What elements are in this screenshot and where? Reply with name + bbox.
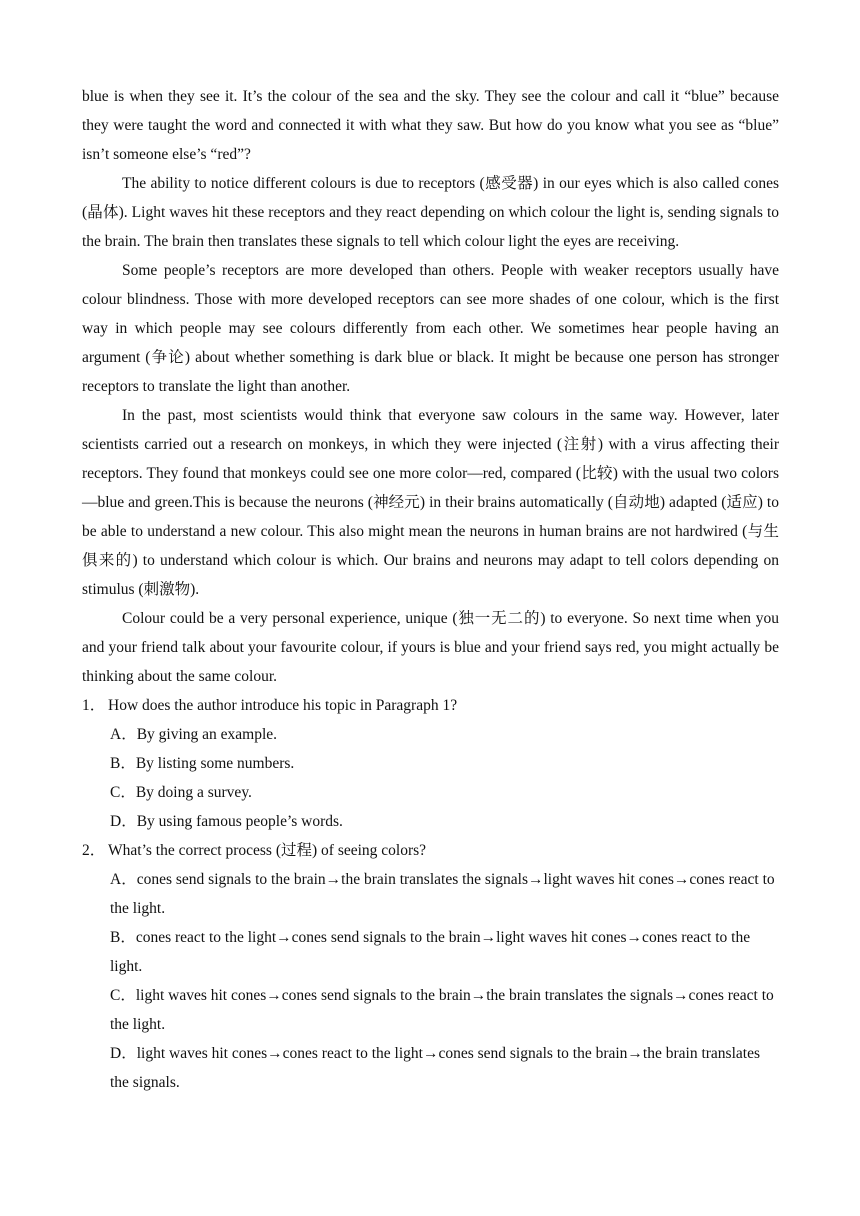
option-letter: C． (110, 784, 136, 801)
question-text: What’s the correct process (过程) of seeing colors? (108, 842, 427, 859)
option-letter: B． (110, 755, 136, 772)
option-a (82, 865, 779, 923)
option-text: By giving an example. (136, 726, 278, 743)
passage-paragraph-5: Colour could be a very personal experience, unique (独一无二的) to everyone. So next time when you and your friend talk about your favourite colour, if yours is blue and your friend says red, you might actually be thinking about the same colour. (82, 610, 779, 685)
document-page (82, 82, 779, 1097)
question-stem (82, 836, 779, 865)
option-text: cones send signals to the brain→the brain translates the signals→light waves hit cones→cones react to the light. (110, 871, 775, 917)
option-letter: A． (110, 726, 137, 743)
passage-paragraph-1: blue is when they see it. It’s the colour of the sea and the sky. They see the colour and call it “blue” because they were taught the word and connected it with what they saw. But how do you know what you see as “blue” isn’t someone else’s “red”? (82, 88, 779, 163)
question-number: 2． (82, 842, 106, 859)
option-text: By listing some numbers. (135, 755, 295, 772)
option-letter: D． (110, 813, 137, 830)
option-letter: D． (110, 1045, 137, 1062)
option-c (82, 981, 779, 1039)
question-stem (82, 691, 779, 720)
option-letter: B． (110, 929, 136, 946)
passage-paragraph-4: In the past, most scientists would think that everyone saw colours in the same way. However, later scientists carried out a research on monkeys, in which they were injected (注射) with a virus affecting their receptors. They found that monkeys could see one more color—red, compared (比较) with the usual two colors—blue and green.This is because the neurons (神经元) in their brains automatically (自动地) adapted (适应) to be able to understand a new colour. This also might mean the neurons in human brains are not hardwired (与生俱来的) to understand which colour is which. Our brains and neurons may adapt to tell colors depending on stimulus (刺激物). (82, 407, 779, 598)
option-text: cones react to the light→cones send signals to the brain→light waves hit cones→cones react to the light. (110, 929, 751, 975)
option-letter: A． (110, 871, 137, 888)
question-text: How does the author introduce his topic in Paragraph 1? (108, 697, 458, 714)
option-b (82, 749, 779, 778)
passage-paragraph-2: The ability to notice different colours is due to receptors (感受器) in our eyes which is also called cones (晶体). Light waves hit these receptors and they react depending on which colour the light is, sending signals to the brain. The brain then translates these signals to tell which colour light the eyes are receiving. (82, 175, 779, 250)
option-text: light waves hit cones→cones send signals to the brain→the brain translates the signals→cones react to the light. (110, 987, 774, 1033)
passage-paragraph-3: Some people’s receptors are more developed than others. People with weaker receptors usually have colour blindness. Those with more developed receptors can see more shades of one colour, which is the first way in which people may see colours differently from each other. We sometimes hear people having an argument (争论) about whether something is dark blue or black. It might be because one person has stronger receptors to translate the light than another. (82, 262, 779, 395)
option-c (82, 778, 779, 807)
question-2 (82, 836, 779, 1097)
option-text: By doing a survey. (135, 784, 252, 801)
option-a (82, 720, 779, 749)
option-letter: C． (110, 987, 136, 1004)
option-b (82, 923, 779, 981)
question-1 (82, 691, 779, 836)
option-d (82, 807, 779, 836)
option-d (82, 1039, 779, 1097)
question-number: 1． (82, 697, 106, 714)
option-text: light waves hit cones→cones react to the light→cones send signals to the brain→the brain translates the signals. (110, 1045, 760, 1091)
option-text: By using famous people’s words. (136, 813, 343, 830)
